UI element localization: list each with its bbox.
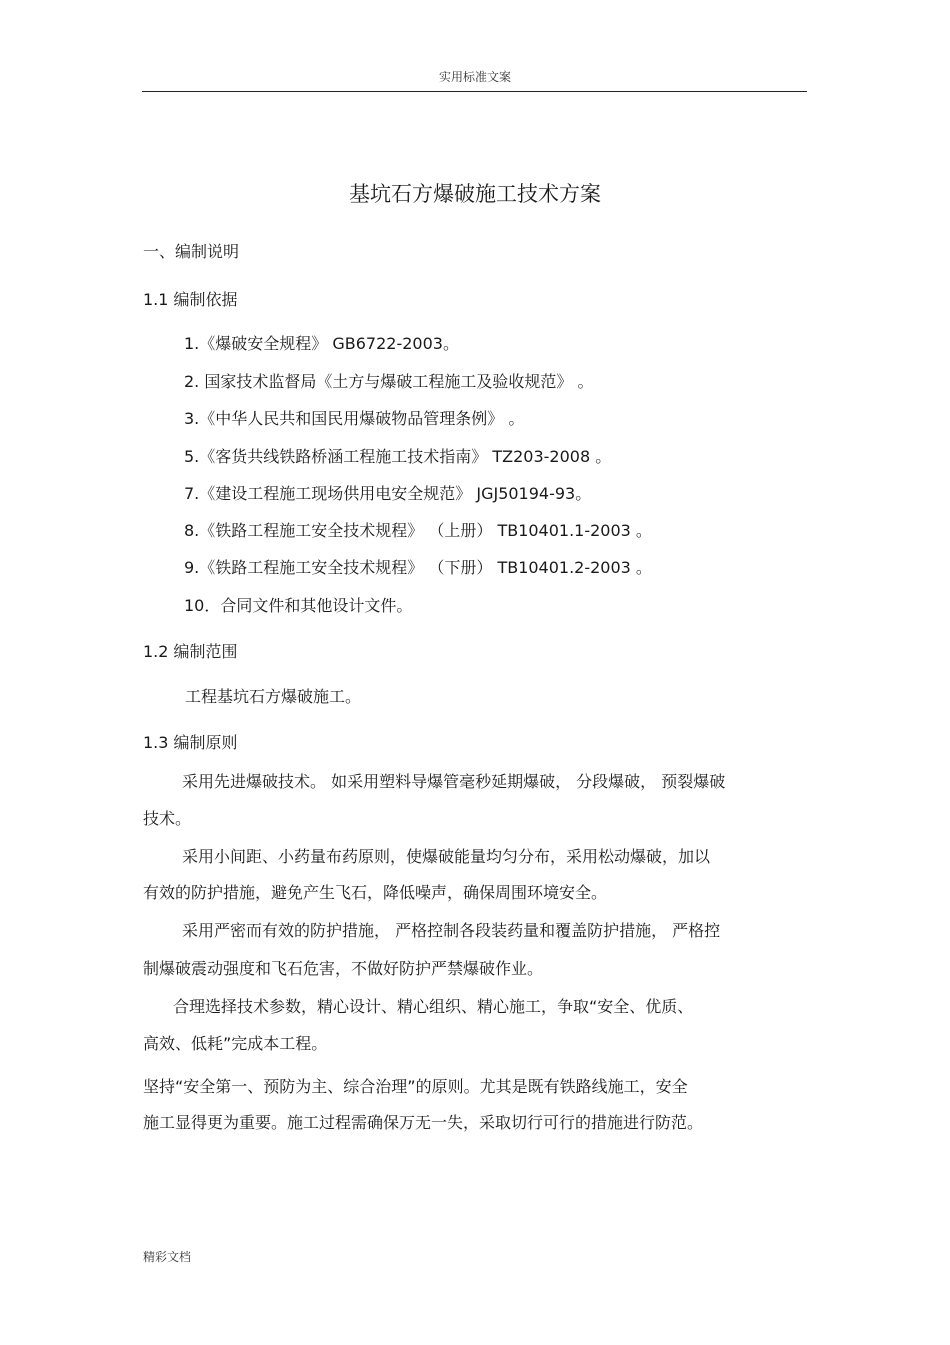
reference-item: 9.《铁路工程施工安全技术规程》 （下册） TB10401.2-2003 。 — [184, 558, 652, 577]
page-header: 实用标准文案 — [438, 70, 511, 84]
reference-item: 10．合同文件和其他设计文件。 — [184, 596, 413, 615]
principle-paragraph-line: 制爆破震动强度和飞石危害，不做好防护严禁爆破作业。 — [143, 959, 544, 978]
page-footer: 精彩文档 — [143, 1250, 192, 1264]
principle-paragraph-line: 坚持“安全第一、预防为主、综合治理”的原则。尤其是既有铁路线施工，安全 — [143, 1077, 688, 1096]
principle-paragraph-line: 合理选择技术参数，精心设计、精心组织、精心施工，争取“安全、优质、 — [173, 997, 694, 1016]
section-heading: 一、编制说明 — [143, 242, 240, 261]
reference-item: 5.《客货共线铁路桥涵工程施工技术指南》 TZ203-2008 。 — [184, 447, 612, 466]
reference-item: 2. 国家技术监督局《土方与爆破工程施工及验收规范》 。 — [184, 372, 594, 391]
subsection-heading-1-1: 1.1 编制依据 — [143, 290, 238, 309]
principle-paragraph-line: 施工显得更为重要。施工过程需确保万无一失，采取切行可行的措施进行防范。 — [143, 1113, 704, 1132]
scope-text: 工程基坑石方爆破施工。 — [185, 687, 362, 706]
principle-paragraph-line: 采用小间距、小药量布药原则，使爆破能量均匀分布，采用松动爆破，加以 — [182, 847, 711, 866]
reference-item: 3.《中华人民共和国民用爆破物品管理条例》 。 — [184, 409, 525, 428]
reference-item: 7.《建设工程施工现场供用电安全规范》 JGJ50194-93。 — [184, 484, 592, 503]
principle-paragraph-line: 有效的防护措施，避免产生飞石，降低噪声，确保周围环境安全。 — [143, 883, 608, 902]
reference-item: 1.《爆破安全规程》 GB6722-2003。 — [184, 334, 459, 353]
principle-paragraph-line: 高效、低耗”完成本工程。 — [143, 1034, 328, 1053]
reference-item: 8.《铁路工程施工安全技术规程》 （上册） TB10401.1-2003 。 — [184, 521, 652, 540]
principle-paragraph-line: 技术。 — [143, 809, 192, 828]
principle-paragraph-line: 采用严密而有效的防护措施， 严格控制各段装药量和覆盖防护措施， 严格控 — [182, 921, 721, 940]
header-divider — [142, 91, 807, 92]
document-title: 基坑石方爆破施工技术方案 — [349, 182, 601, 206]
subsection-heading-1-2: 1.2 编制范围 — [143, 642, 238, 661]
subsection-heading-1-3: 1.3 编制原则 — [143, 733, 238, 752]
principle-paragraph-line: 采用先进爆破技术。 如采用塑料导爆管毫秒延期爆破， 分段爆破， 预裂爆破 — [182, 772, 726, 791]
